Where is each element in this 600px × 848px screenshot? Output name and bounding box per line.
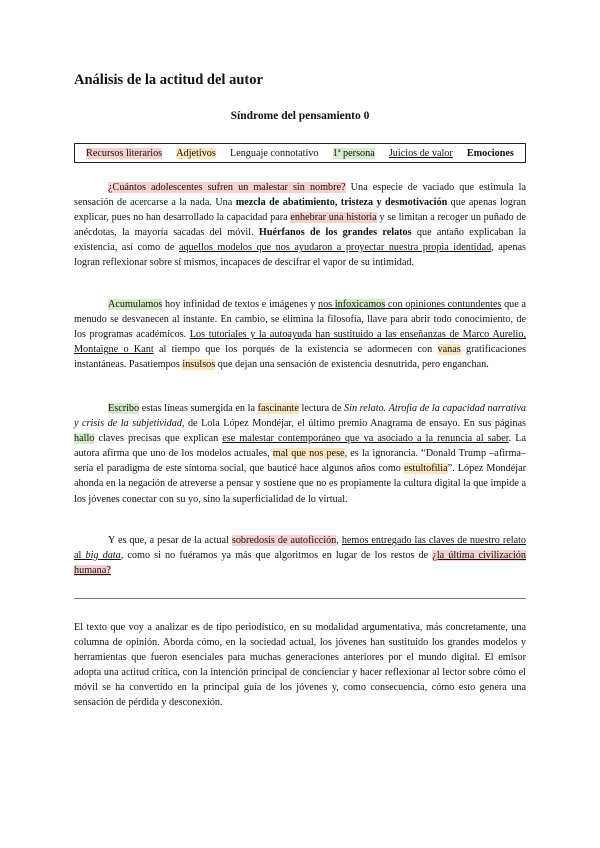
analysis-paragraph: El texto que voy a analizar es de tipo periodístico, en su modalidad argumentativa, más concretamente, una columna de opinión. Aborda cómo, en la sociedad actual, los jóvenes han sustituido los grandes modelos y herramientas que fueron esenciales para muchas generaciones anteriores por el mundo digital. El emisor adopta una actitud crítica, con la intención principal de concienciar y hacer reflexionar al lector sobre cómo el móvil se ha convertido en la principal guía de los jóvenes y, como consecuencia, cómo esto genera una sensación de pérdida y desconexión. xyxy=(74,622,526,709)
legend-adjectives: Adjetivos xyxy=(176,147,216,159)
text-run: ”. López Mondéjar ahonda en la negación de atreverse a pensar y sostiene que no es propiamente la cultura digital la que impide a los jóvenes conectar con su yo, sino la superficialidad de lo virtual. xyxy=(74,463,526,505)
highlight-adjective: insulsos xyxy=(182,359,216,371)
legend-value-judgements: Juicios de valor xyxy=(388,147,453,159)
page-title: Análisis de la actitud del autor xyxy=(74,72,263,88)
text-run: , xyxy=(336,535,342,546)
legend-first-person: 1ª persona xyxy=(332,147,375,159)
text-run: . La autora afirma que uno de los modelos actuales, xyxy=(74,433,526,460)
page-subtitle: Síndrome del pensamiento 0 xyxy=(230,110,370,122)
text-run: lectura de xyxy=(298,403,345,414)
value-judgement-italic: big data xyxy=(85,550,121,562)
paragraph-2 xyxy=(74,297,526,372)
paragraph-1 xyxy=(74,180,526,271)
value-judgement: nos xyxy=(317,299,335,310)
value-judgement: ese malestar contemporáneo que va asociado a la renuncia al saber xyxy=(222,433,509,445)
text-run: , de Lola López Mondéjar, el último premio Anagrama de ensayo. En sus páginas xyxy=(181,418,526,430)
highlight-first-person: hallo xyxy=(74,433,95,445)
text-run: Una especie de vaciado que estimula la sensación de acercarse a la nada. Una xyxy=(74,182,527,209)
book-title: Sin relato. Atrofia de la capacidad narrativa y crisis de la subjetividad xyxy=(74,403,526,430)
highlight-literary: enhebrar una historia xyxy=(290,212,377,224)
highlight-literary: sobredosis de autoficción xyxy=(231,535,337,546)
paragraph-4 xyxy=(74,533,526,578)
highlight-adjective: mal que nos pese xyxy=(272,448,345,460)
text-run: y se limitan a recoger un puñado de anécdotas, la mayoría sacadas del móvil. xyxy=(74,212,527,239)
text-run: claves precisas que explican xyxy=(94,433,223,445)
value-judgement: con opiniones contundentes xyxy=(385,299,502,310)
highlight-adjective: estultofilia xyxy=(404,463,448,475)
text-run: hoy infinidad de textos e imágenes y xyxy=(162,299,318,310)
highlight-first-person: Acumulamos xyxy=(108,299,163,310)
legend-box xyxy=(74,143,526,163)
highlight-adjective: vanas xyxy=(437,344,461,356)
highlight-literary: ¿Cuántos adolescentes sufren un malestar sin nombre? xyxy=(108,182,346,193)
highlight-literary: ¿la última civilización humana? xyxy=(74,550,526,577)
highlight-first-person: Escribo xyxy=(108,403,140,414)
value-judgement: aquellos modelos que nos ayudaron a proyectar nuestra propia identidad xyxy=(178,242,492,254)
highlight-adjective: fascinante xyxy=(257,403,299,414)
text-run: , como si no fuéramos ya más que algoritmos en lugar de los restos de xyxy=(120,550,433,562)
section-divider xyxy=(74,598,526,599)
text-run: Y es que, a pesar de la actual xyxy=(108,535,232,546)
paragraph-3 xyxy=(74,401,526,507)
highlight-first-person: infoxicamos xyxy=(334,299,386,310)
text-run: al tiempo que los porqués de la existencia se adormecen con xyxy=(153,344,438,356)
text-run: que antaño explicaban la existencia, así como de xyxy=(74,227,527,254)
legend-connotative-language: Lenguaje connotativo xyxy=(229,147,319,159)
text-run: que apenas logran explicar, pues no han desarrollado la capacidad para xyxy=(74,197,526,224)
text-run: que dejan una sensación de existencia desnutrida, pero enganchan. xyxy=(215,359,489,371)
text-run: estas líneas sumergida en la xyxy=(139,403,258,414)
emotion-phrase: Huérfanos de los grandes relatos xyxy=(258,227,412,239)
emotion-phrase: mezcla de abatimiento, tristeza y desmotivación xyxy=(235,197,448,209)
legend-emotions: Emociones xyxy=(466,147,514,159)
text-run: que a menudo se desvanecen al instante. En cambio, se elimina la filosofía, llave para abrir todo conocimiento, de los programas académicos. xyxy=(74,299,527,341)
legend-literary-resources: Recursos literarios xyxy=(86,147,163,159)
text-run: , apenas logran reflexionar sobre sí mismos, incapaces de descifrar el vapor de su intimidad. xyxy=(74,242,527,269)
value-judgement: hemos entregado las claves de nuestro relato al xyxy=(74,535,527,562)
text-run: gratificaciones instantáneas. Pasatiempos xyxy=(74,344,526,371)
value-judgement: Los tutoriales y la autoayuda han sustituido a las enseñanzas de Marco Aurelio, Montaigne o Kant xyxy=(74,329,526,356)
text-run: , es la ignorancia. “Donald Trump –afirma– sería el paradigma de este síntoma social, que bauticé hace algunos años como xyxy=(74,448,526,475)
